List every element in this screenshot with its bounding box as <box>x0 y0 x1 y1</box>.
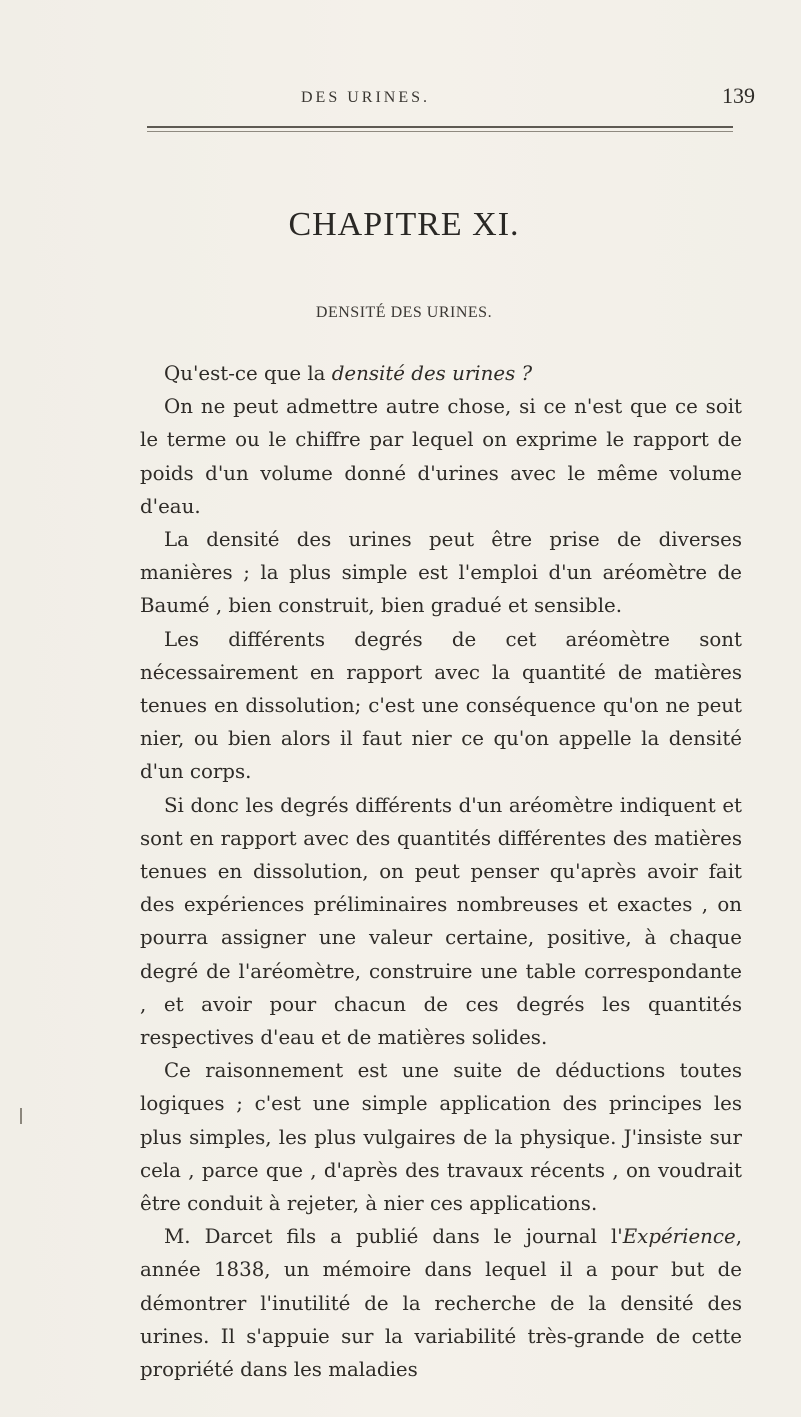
running-head: DES URINES. <box>301 89 431 106</box>
header-rule <box>147 126 733 128</box>
paragraph-7-after: , année 1838, un mémoire dans lequel il a pour but de démontrer l'inutilité de la recherche de la densité des urines. Il s'appuie sur la variabilité très-grande de cette propriété dans les maladies <box>140 1225 742 1382</box>
chapter-subtitle: DENSITÉ DES URINES. <box>315 304 493 321</box>
paragraph-question <box>140 357 742 390</box>
paragraph-measurement: La densité des urines peut être prise de diverses manières ; la plus simple est l'emploi d'un aréomètre de Baumé , bien construit, bien gradué et sensible. <box>140 528 742 618</box>
paragraph-7-before: M. Darcet fils a publié dans le journal l' <box>164 1225 623 1249</box>
paragraph-7-emphasis: Expérience <box>622 1225 736 1249</box>
margin-mark <box>20 1108 22 1124</box>
paragraph-reasoning: Ce raisonnement est une suite de déductions toutes logiques ; c'est une simple application des principes les plus simples, les plus vulgaires de la physique. J'insiste sur cela , parce que , d'après des travaux récents , on voudrait être conduit à rejeter, à nier ces applications. <box>140 1059 742 1216</box>
header-rule-thin <box>147 131 733 132</box>
paragraph-1-emphasis: densité des urines ? <box>331 362 533 385</box>
paragraph-table: Si donc les degrés différents d'un aréomètre indiquent et sont en rapport avec des quantités différentes des matières tenues en dissolution, on peut penser qu'après avoir fait des expériences préliminaires nombreuses et exactes , on pourra assigner une valeur certaine, positive, à chaque degré de l'aréomètre, construire une table correspondante , et avoir pour chacun de ces degrés les quantités respectives d'eau et de matières solides. <box>140 793 742 1050</box>
paragraph-degrees: Les différents degrés de cet aréomètre sont nécessairement en rapport avec la quantité de matières tenues en dissolution; c'est une conséquence qu'on ne peut nier, ou bien alors il faut nier ce qu'on appelle la densité d'un corps. <box>140 627 742 784</box>
page-number: 139 <box>722 83 755 108</box>
body-text <box>140 357 742 1386</box>
paragraph-darcet <box>140 1220 742 1386</box>
paragraph-1-before: Qu'est-ce que la <box>164 362 332 385</box>
paragraph-definition: On ne peut admettre autre chose, si ce n'est que ce soit le terme ou le chiffre par lequel on exprime le rapport de poids d'un volume donné d'urines avec le même volume d'eau. <box>140 395 742 518</box>
chapter-title: CHAPITRE XI. <box>288 206 520 243</box>
